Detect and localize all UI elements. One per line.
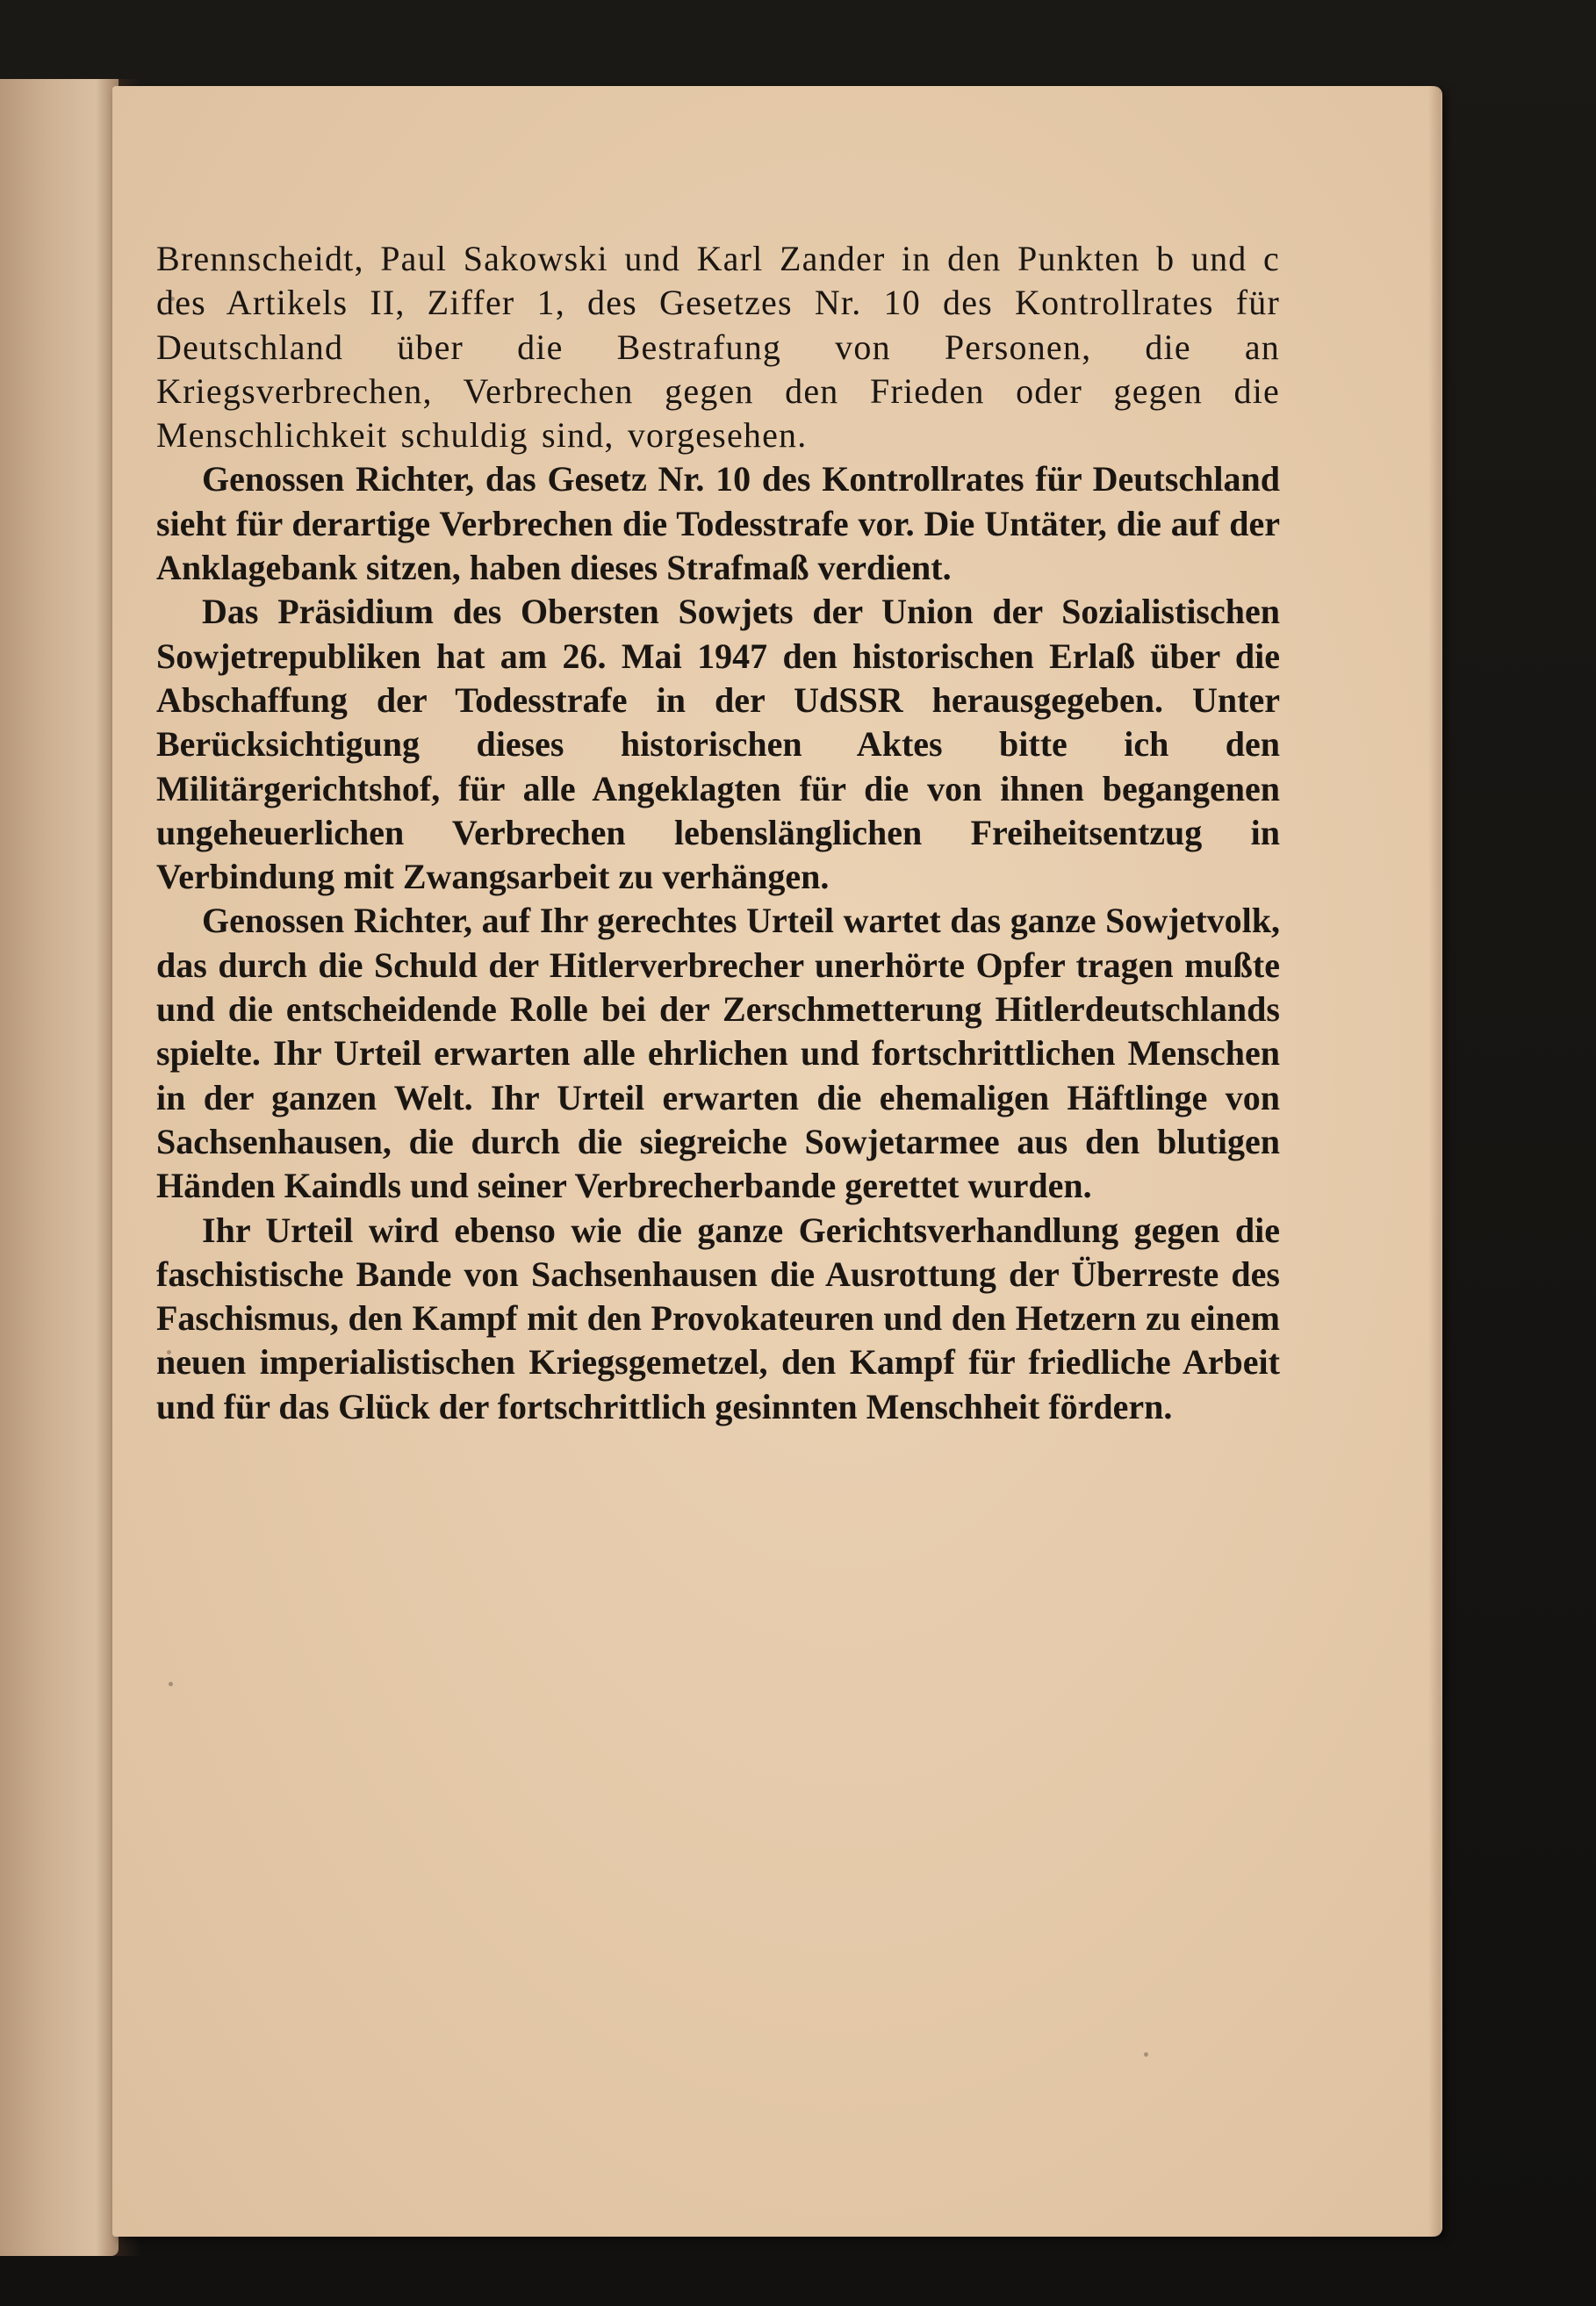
paragraph-3: Das Präsidium des Obersten Sowjets der Union der Sozialistischen Sowjetrepubliken hat am 26. Mai 1947 den historischen Erlaß über die Abschaffung der Todesstrafe in der UdSSR herausgegeben. Unter Berücksichtigung dieses historischen Aktes bitte ich den Militärgerichtshof, für alle Angeklagten für die von ihnen begangenen ungeheuerlichen Verbrechen lebenslänglichen Freiheitsentzug in Verbindung mit Zwangsarbeit zu verhängen. [156, 592, 1280, 897]
paper-speck [169, 1682, 173, 1686]
paragraph-2: Genossen Richter, das Gesetz Nr. 10 des Kontrollrates für Deutschland sieht für derartige Verbrechen die Todesstrafe vor. Die Untäter, die auf der Anklagebank sitzen, haben dieses Strafmaß verdient. [156, 459, 1280, 588]
paper-speck [1144, 2052, 1148, 2057]
paragraph-4: Genossen Richter, auf Ihr gerechtes Urteil wartet das ganze Sowjetvolk, das durch die Schuld der Hitlerverbrecher unerhörte Opfer tragen mußte und die entscheidende Rolle bei der Zerschmetterung Hitlerdeutschlands spielte. Ihr Urteil erwarten alle ehrlichen und fortschrittlichen Menschen in der ganzen Welt. Ihr Urteil erwarten die ehemaligen Häftlinge von Sachsenhausen, die durch die siegreiche Sowjetarmee aus den blutigen Händen Kaindls und seiner Verbrecherbande gerettet wurden. [156, 901, 1280, 1206]
paragraph-5: Ihr Urteil wird ebenso wie die ganze Gerichtsverhandlung gegen die faschistische Bande von Sachsenhausen die Ausrottung der Überreste des Faschismus, den Kampf mit den Provokateuren und den Hetzern zu einem neuen imperialistischen Kriegsgemetzel, den Kampf für friedliche Arbeit und für das Glück der fortschrittlich gesinnten Menschheit fördern. [156, 1210, 1280, 1426]
page-right-edge [1428, 86, 1441, 2237]
body-text [156, 237, 1280, 1429]
paragraph-1: Brennscheidt, Paul Sakowski und Karl Zander in den Punkten b und c des Artikels II, Ziffer 1, des Gesetzes Nr. 10 des Kontrollrates für Deutschland über die Bestrafung von Personen, die an Kriegsverbrechen, Verbrechen gegen den Frieden oder gegen die Menschlichkeit schuldig sind, vorgesehen. [156, 239, 1280, 456]
